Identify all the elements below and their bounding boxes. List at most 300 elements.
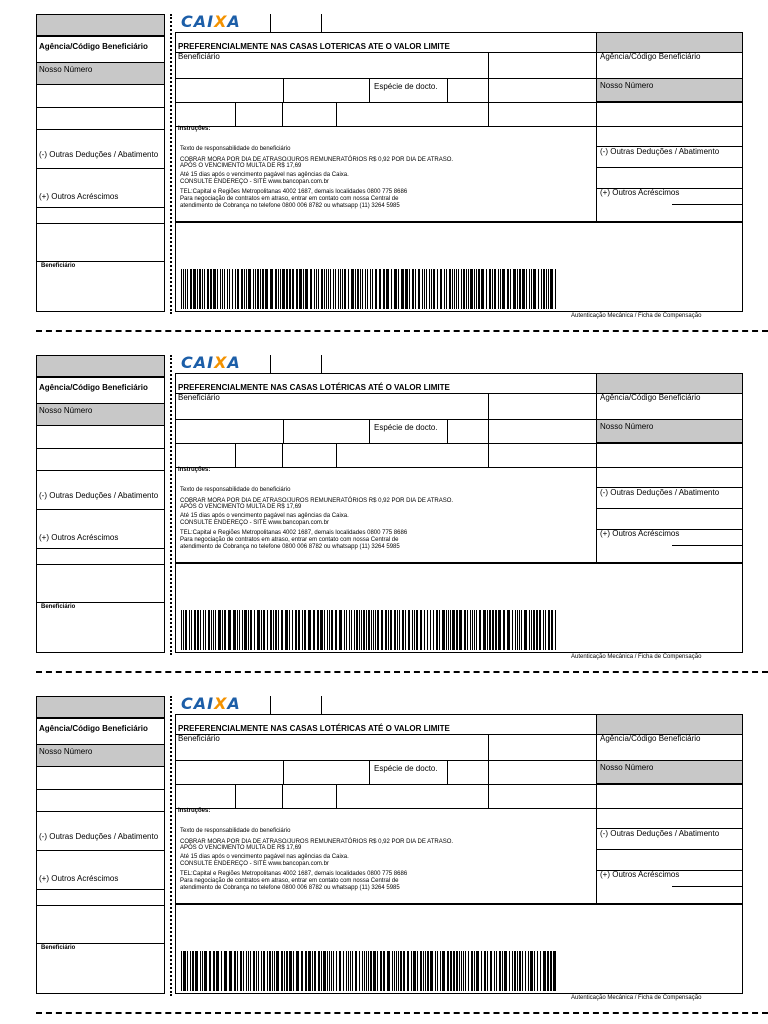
barcode-bar [424,610,425,650]
instruction-line: atendimento de Cobrança no telefone 0800 006 8782 ou whatsapp (11) 3264 5985 [180,203,400,209]
barcode-bar [452,269,453,309]
barcode-bar [429,269,430,309]
barcode-bar [296,951,299,991]
barcode-bar [243,951,244,991]
barcode-bar [529,610,530,650]
caixa-logo: CAIXA [181,12,241,31]
instrucoes-label: Instruções: [178,126,211,132]
barcode-bar [495,610,497,650]
barcode-bar [476,610,477,650]
form-divider [488,393,489,467]
barcode-bar [366,610,367,650]
barcode-bar [500,269,501,309]
form-divider [596,508,743,509]
barcode-bar [323,951,326,991]
barcode-bar [514,951,516,991]
barcode-bar [551,610,553,650]
barcode-bar [233,610,236,650]
instruction-line: atendimento de Cobrança no telefone 0800 006 8782 ou whatsapp (11) 3264 5985 [180,885,400,891]
barcode-bar [308,951,311,991]
cut-separator [36,671,768,673]
barcode-bar [496,951,497,991]
barcode-bar [465,951,466,991]
main-acrescimos-label: (+) Outros Acréscimos [600,188,680,197]
barcode-bar [343,951,344,991]
barcode-bar [555,610,556,650]
barcode-bar [489,610,491,650]
barcode-bar [424,269,425,309]
form-divider [336,443,337,467]
barcode-bar [314,951,316,991]
barcode-bar [366,951,367,991]
barcode-bar [218,610,221,650]
form-divider [596,32,597,222]
barcode-bar [250,610,252,650]
instruction-line: TEL:Capital e Regiões Metropolitanas 4002 1687, demais localidades 0800 775 8686 [180,189,408,195]
barcode-bar [373,610,374,650]
barcode-bar [313,610,315,650]
main-beneficiario-label: Beneficiário [178,393,220,402]
barcode-bar [470,610,471,650]
barcode-bar [371,610,372,650]
form-divider [282,784,283,808]
form-divider [596,849,743,850]
barcode-bar [318,951,320,991]
barcode-bar [324,610,325,650]
barcode-bar [285,610,288,650]
form-divider [283,78,284,102]
barcode-bar [418,269,420,309]
barcode-bar [239,610,240,650]
right-header-cell [596,373,743,394]
cut-line [170,696,172,996]
barcode-bar [515,610,516,650]
barcode-bar [368,951,369,991]
barcode-bar [355,951,357,991]
barcode-bar [463,269,465,309]
barcode-bar [454,269,455,309]
barcode-bar [519,610,520,650]
main-deducoes-label: (-) Outras Deduções / Abatimento [600,488,720,497]
barcode-bar [205,610,206,650]
barcode-bar [187,951,188,991]
barcode-bar [270,269,273,309]
barcode-bar [213,269,216,309]
barcode-bar [295,610,297,650]
barcode-bar [420,610,422,650]
barcode-bar [435,951,436,991]
stub-divider [36,448,165,449]
barcode-bar [197,269,198,309]
barcode-bar [229,951,232,991]
instruction-line: CONSULTE ENDEREÇO - SITE www.bancopan.com.br [180,520,329,526]
form-divider [175,808,743,809]
logo-separator [321,14,322,32]
barcode-bar [375,269,377,309]
barcode-bar [444,269,445,309]
barcode-bar [440,951,441,991]
barcode-bar [387,951,390,991]
form-divider [672,886,743,887]
stub-nosso-numero-label: Nosso Número [39,65,93,74]
barcode-bar [354,610,355,650]
barcode-bar [458,269,459,309]
barcode-bar [522,269,525,309]
barcode-bar [538,269,539,309]
barcode-bar [412,269,414,309]
barcode-bar [242,610,243,650]
barcode-bar [193,269,196,309]
barcode-bar [479,610,481,650]
barcode-bar [253,951,255,991]
barcode-bar [417,951,418,991]
form-divider [447,760,448,784]
barcode-bar [510,269,511,309]
especie-label: Espécie de docto. [374,82,438,91]
barcode-bar [498,269,499,309]
barcode-bar [321,269,323,309]
barcode-bar [476,269,477,309]
barcode-bar [433,269,435,309]
boleto-slip-3 [0,682,768,1023]
barcode-bar [425,951,426,991]
barcode-bar [524,610,527,650]
barcode-bar [407,951,409,991]
barcode-bar [446,269,447,309]
stub-beneficiario-label: Beneficiário [41,263,76,269]
main-nosso-numero-label: Nosso Número [600,422,654,431]
barcode-bar [183,951,186,991]
barcode-bar [224,610,226,650]
barcode-bar [274,951,275,991]
barcode-bar [301,951,303,991]
barcode-bar [346,951,347,991]
barcode-bar [536,610,538,650]
form-divider [596,167,743,168]
barcode-bar [257,269,259,309]
barcode-bar [555,269,556,309]
main-header: PREFERENCIALMENTE NAS CASAS LOTÉRICAS ATÉ O VALOR LIMITE [178,383,450,392]
barcode-bar [363,610,365,650]
barcode-bar [192,951,194,991]
form-divider [235,784,236,808]
barcode-bar [299,269,302,309]
barcode-bar [450,610,451,650]
form-divider [282,443,283,467]
barcode-bar [262,269,264,309]
main-header: PREFERENCIALMENTE NAS CASAS LOTÉRICAS ATÉ O VALOR LIMITE [178,724,450,733]
barcode-bar [403,951,405,991]
barcode-bar [331,951,332,991]
barcode-bar [405,269,408,309]
barcode-bar [203,610,204,650]
barcode-bar [408,610,410,650]
right-header-cell [596,32,743,53]
stub-divider [36,509,165,510]
barcode-bar [355,269,356,309]
barcode-bar [546,269,547,309]
instruction-line: COBRAR MORA POR DIA DE ATRASO/JUROS REMUNERATÓRIOS R$ 0,92 POR DIA DE ATRASO. [180,498,454,504]
barcode-bar [534,951,535,991]
barcode-bar [221,951,222,991]
barcode-bar [533,610,535,650]
barcode-bar [216,951,219,991]
barcode-bar [362,269,363,309]
barcode-bar [422,269,423,309]
stub-divider [36,905,165,906]
barcode-bar [541,269,542,309]
barcode-bar [459,951,460,991]
barcode-bar [335,269,336,309]
barcode-bar [261,951,262,991]
barcode-bar [548,269,549,309]
barcode-bar [427,610,428,650]
barcode-bar [553,951,556,991]
barcode-bar [246,269,247,309]
barcode-bar [253,269,254,309]
barcode-bar [517,610,518,650]
barcode-bar [487,610,488,650]
instruction-line: CONSULTE ENDEREÇO - SITE www.bancopan.com.br [180,861,329,867]
barcode-bar [227,269,228,309]
form-divider [672,545,743,546]
barcode-bar [449,269,451,309]
form-divider [488,734,489,808]
barcode-bar [356,610,358,650]
instruction-line: Texto de responsabilidade do beneficiário [180,146,291,152]
barcode-bar [487,951,488,991]
barcode-bar [519,951,521,991]
barcode [181,951,561,991]
barcode-bar [377,951,378,991]
barcode-bar [351,610,352,650]
barcode-bar [312,951,313,991]
instrucoes-label: Instruções: [178,467,211,473]
barcode-bar [456,610,458,650]
form-divider [235,102,236,126]
cut-separator [36,1012,768,1014]
barcode-bar [208,610,210,650]
barcode-bar [275,269,277,309]
barcode-bar [416,610,418,650]
barcode-bar [222,269,223,309]
barcode-bar [200,610,201,650]
barcode-bar [437,951,438,991]
barcode-bar [459,610,462,650]
barcode-bar [261,610,262,650]
barcode-bar [331,610,333,650]
barcode-bar [420,951,422,991]
barcode-bar [344,610,345,650]
barcode-bar [509,951,510,991]
barcode-bar [269,951,271,991]
barcode-bar [370,951,372,991]
instruction-line: COBRAR MORA POR DIA DE ATRASO/JUROS REMUNERATÓRIOS R$ 0,92 POR DIA DE ATRASO. [180,839,454,845]
barcode-bar [522,951,523,991]
barcode-bar [436,610,438,650]
barcode-bar [344,269,346,309]
barcode-bar [213,951,215,991]
barcode-bar [517,951,518,991]
barcode-bar [381,610,383,650]
barcode-bar [190,269,192,309]
barcode-bar [492,269,493,309]
barcode-bar [333,951,334,991]
stub-acrescimos-label: (+) Outros Acréscimos [39,533,119,542]
barcode-bar [361,610,362,650]
barcode-bar [329,951,330,991]
barcode-bar [476,951,479,991]
barcode-bar [478,269,480,309]
instruction-line: Para negociação de contratos em atraso, entrar em contato com nossa Central de [180,878,399,884]
stub-header [36,14,165,36]
barcode-bar [430,951,433,991]
stub-divider [36,129,165,130]
barcode-bar [379,269,381,309]
barcode-bar [207,269,209,309]
barcode-bar [275,610,277,650]
barcode-bar [386,269,389,309]
barcode-bar [250,951,251,991]
barcode-bar [292,610,293,650]
barcode-bar [471,951,473,991]
barcode-bar [321,951,322,991]
barcode-bar [394,610,396,650]
barcode-bar [202,269,203,309]
barcode-bar [267,951,268,991]
barcode-bar [276,951,279,991]
barcode-bar [486,269,487,309]
barcode-bar [316,269,317,309]
barcode-bar [373,951,376,991]
barcode-bar [195,951,198,991]
footer-label: Autenticação Mecânica / Ficha de Compensação [571,654,702,660]
barcode-bar [209,951,211,991]
barcode-bar [489,269,491,309]
barcode-bar [281,610,283,650]
barcode-bar [463,951,464,991]
footer-label: Autenticação Mecânica / Ficha de Compensação [571,995,702,1001]
barcode-bar [204,269,205,309]
barcode-bar [490,951,492,991]
barcode-bar [357,269,359,309]
stub-nosso-numero-label: Nosso Número [39,747,93,756]
barcode-bar [433,610,434,650]
cut-line [170,355,172,655]
barcode-bar [217,269,218,309]
barcode-bar [494,951,495,991]
barcode-bar [481,951,482,991]
barcode-bar [543,610,544,650]
barcode-bar [204,951,207,991]
barcode-bar [202,951,203,991]
barcode-bar [350,951,351,991]
stub-divider [36,470,165,471]
instruction-line: CONSULTE ENDEREÇO - SITE www.bancopan.com.br [180,179,329,185]
barcode-bar [466,269,467,309]
barcode-bar [431,269,432,309]
barcode-bar [394,951,395,991]
form-divider [447,78,448,102]
barcode-bar [375,610,376,650]
barcode-bar [430,610,431,650]
main-agencia-label: Agência/Código Beneficiário [600,393,701,402]
barcode-bar [390,610,392,650]
barcode-bar [237,951,238,991]
barcode-bar [304,610,306,650]
barcode-bar [450,951,452,991]
barcode-bar [305,269,308,309]
barcode-bar [273,610,274,650]
stub-divider [36,789,165,790]
barcode-bar [183,610,184,650]
barcode-bar [414,610,415,650]
barcode-bar [224,269,225,309]
barcode-bar [194,610,196,650]
barcode-bar [502,269,505,309]
form-divider [175,102,743,103]
barcode-bar [502,951,503,991]
barcode-bar [413,951,416,991]
form-divider [369,419,370,443]
barcode-bar [550,951,552,991]
barcode-bar [461,269,462,309]
barcode-bar [423,951,424,991]
barcode-bar [364,951,365,991]
barcode-bar [185,269,186,309]
form-divider [336,102,337,126]
barcode-bar [215,610,216,650]
form-divider [488,52,489,126]
barcode-bar [359,610,360,650]
stub-header [36,355,165,377]
barcode-bar [286,951,288,991]
instruction-line: TEL:Capital e Regiões Metropolitanas 4002 1687, demais localidades 0800 775 8686 [180,871,408,877]
right-header-cell [596,714,743,735]
barcode-bar [529,269,530,309]
barcode-bar [213,610,214,650]
barcode-bar [220,269,221,309]
barcode-bar [380,951,382,991]
cut-line [170,14,172,314]
barcode-bar [537,951,538,991]
barcode-bar [401,269,404,309]
barcode-bar [222,610,223,650]
main-deducoes-label: (-) Outras Deduções / Abatimento [600,829,720,838]
stub-beneficiario-label: Beneficiário [41,945,76,951]
barcode-bar [183,269,184,309]
barcode-bar [324,269,325,309]
barcode-bar [190,951,191,991]
instruction-line: Até 15 dias após o vencimento pagável nas agências da Caixa. [180,513,349,519]
barcode-bar [396,951,397,991]
main-nosso-numero-label: Nosso Número [600,81,654,90]
barcode-bar [224,951,227,991]
barcode-bar [191,610,192,650]
barcode-bar [456,951,458,991]
barcode-bar [339,610,342,650]
barcode-bar [452,610,455,650]
caixa-logo: CAIXA [181,694,241,713]
form-divider [447,419,448,443]
barcode-bar [289,610,290,650]
barcode-bar [289,951,292,991]
barcode-bar [398,951,399,991]
barcode-bar [210,269,212,309]
stub-header [36,696,165,718]
barcode-bar [446,610,447,650]
barcode-bar [415,269,416,309]
